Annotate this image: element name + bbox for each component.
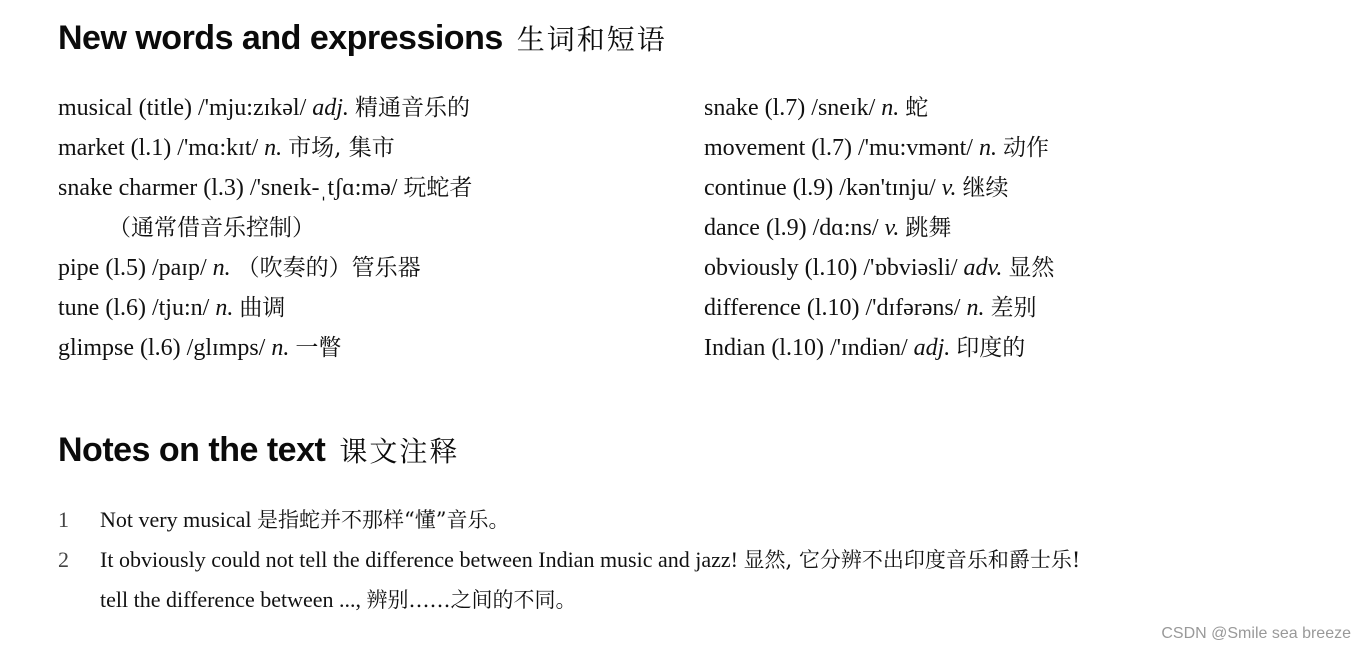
vocab-word: snake charmer (l.3) /'sneɪk-ˌtʃɑ:mə/ [58,175,398,201]
vocab-entry [58,328,472,368]
vocab-word: movement (l.7) /'mu:vmənt/ [704,135,973,161]
vocab-meaning: 一瞥 [295,335,342,361]
vocab-pos: n. [978,135,997,161]
note-text-cn: 辨别……之间的不同。 [366,588,577,612]
vocab-word: musical (title) /'mju:zɪkəl/ [58,95,307,121]
vocab-pos: adj. [312,95,349,121]
vocab-word: obviously (l.10) /'ɒbviəsli/ [704,255,958,281]
vocab-entry [704,328,1054,368]
vocab-pos: adj. [913,335,951,361]
vocab-entry [704,168,1054,208]
vocab-word: dance (l.9) /dɑ:ns/ [704,215,879,241]
note-number: 2 [58,547,69,572]
vocab-meaning: （通常借音乐控制） [108,215,315,241]
vocab-pos: n. [966,295,985,321]
note-item [58,540,1080,580]
vocab-entry [704,288,1054,328]
vocab-pos: v. [941,175,957,201]
vocab-entry [58,248,472,288]
note-continuation [58,580,1080,620]
vocab-pos: adv. [963,255,1003,281]
note-text-en: Not very musical [100,507,252,532]
vocab-word: market (l.1) /'mɑ:kɪt/ [58,135,259,161]
vocab-pos: n. [264,135,283,161]
vocab-entry [704,248,1054,288]
note-text-cn: 是指蛇并不那样“懂”音乐。 [257,508,510,532]
vocab-pos: n. [215,295,234,321]
vocab-entry [704,128,1054,168]
vocab-word: snake (l.7) /sneɪk/ [704,95,876,121]
vocab-meaning: （吹奏的）管乐器 [236,255,421,281]
vocab-meaning: 蛇 [905,95,929,121]
vocab-list-left [58,88,472,368]
vocab-entry-continuation [58,208,472,248]
vocab-word: tune (l.6) /tju:n/ [58,295,210,321]
notes-list [58,500,1080,620]
watermark: CSDN @Smile sea breeze [1161,625,1351,642]
notes-heading [58,430,459,470]
vocab-meaning: 市场, 集市 [288,135,395,161]
vocab-meaning: 跳舞 [905,215,952,241]
new-words-heading [58,18,667,58]
vocab-meaning: 继续 [962,175,1009,201]
notes-title: Notes on the text [58,431,326,469]
vocab-word: pipe (l.5) /paɪp/ [58,255,207,281]
vocab-meaning: 曲调 [239,295,286,321]
note-text-en: tell the difference between ..., [100,587,362,612]
vocab-meaning: 显然 [1008,255,1055,281]
note-item [58,500,1080,540]
vocab-meaning: 精通音乐的 [354,95,470,121]
vocab-entry [58,288,472,328]
vocab-pos: n. [271,335,290,361]
new-words-title: New words and expressions [58,19,503,57]
vocab-word: glimpse (l.6) /glɪmps/ [58,335,266,361]
notes-title-cn: 课文注释 [339,435,460,468]
vocab-meaning: 差别 [990,295,1037,321]
vocab-list-right [704,88,1054,368]
vocab-meaning: 动作 [1002,135,1049,161]
vocab-meaning: 玩蛇者 [403,175,473,201]
vocab-entry [58,128,472,168]
vocab-entry [58,168,472,208]
vocab-entry [704,208,1054,248]
note-number: 1 [58,507,69,532]
note-text-cn: 显然, 它分辨不出印度音乐和爵士乐! [743,548,1081,572]
note-text-en: It obviously could not tell the difference between Indian music and jazz! [100,547,738,572]
vocab-word: Indian (l.10) /'ɪndiən/ [704,335,908,361]
vocab-pos: n. [881,95,900,121]
vocab-pos: v. [884,215,900,241]
new-words-title-cn: 生词和短语 [516,23,667,56]
vocab-word: continue (l.9) /kən'tɪnju/ [704,175,936,201]
vocab-pos: n. [212,255,231,281]
vocab-word: difference (l.10) /'dɪfərəns/ [704,295,961,321]
vocab-entry [704,88,1054,128]
vocab-meaning: 印度的 [956,335,1026,361]
vocab-entry [58,88,472,128]
